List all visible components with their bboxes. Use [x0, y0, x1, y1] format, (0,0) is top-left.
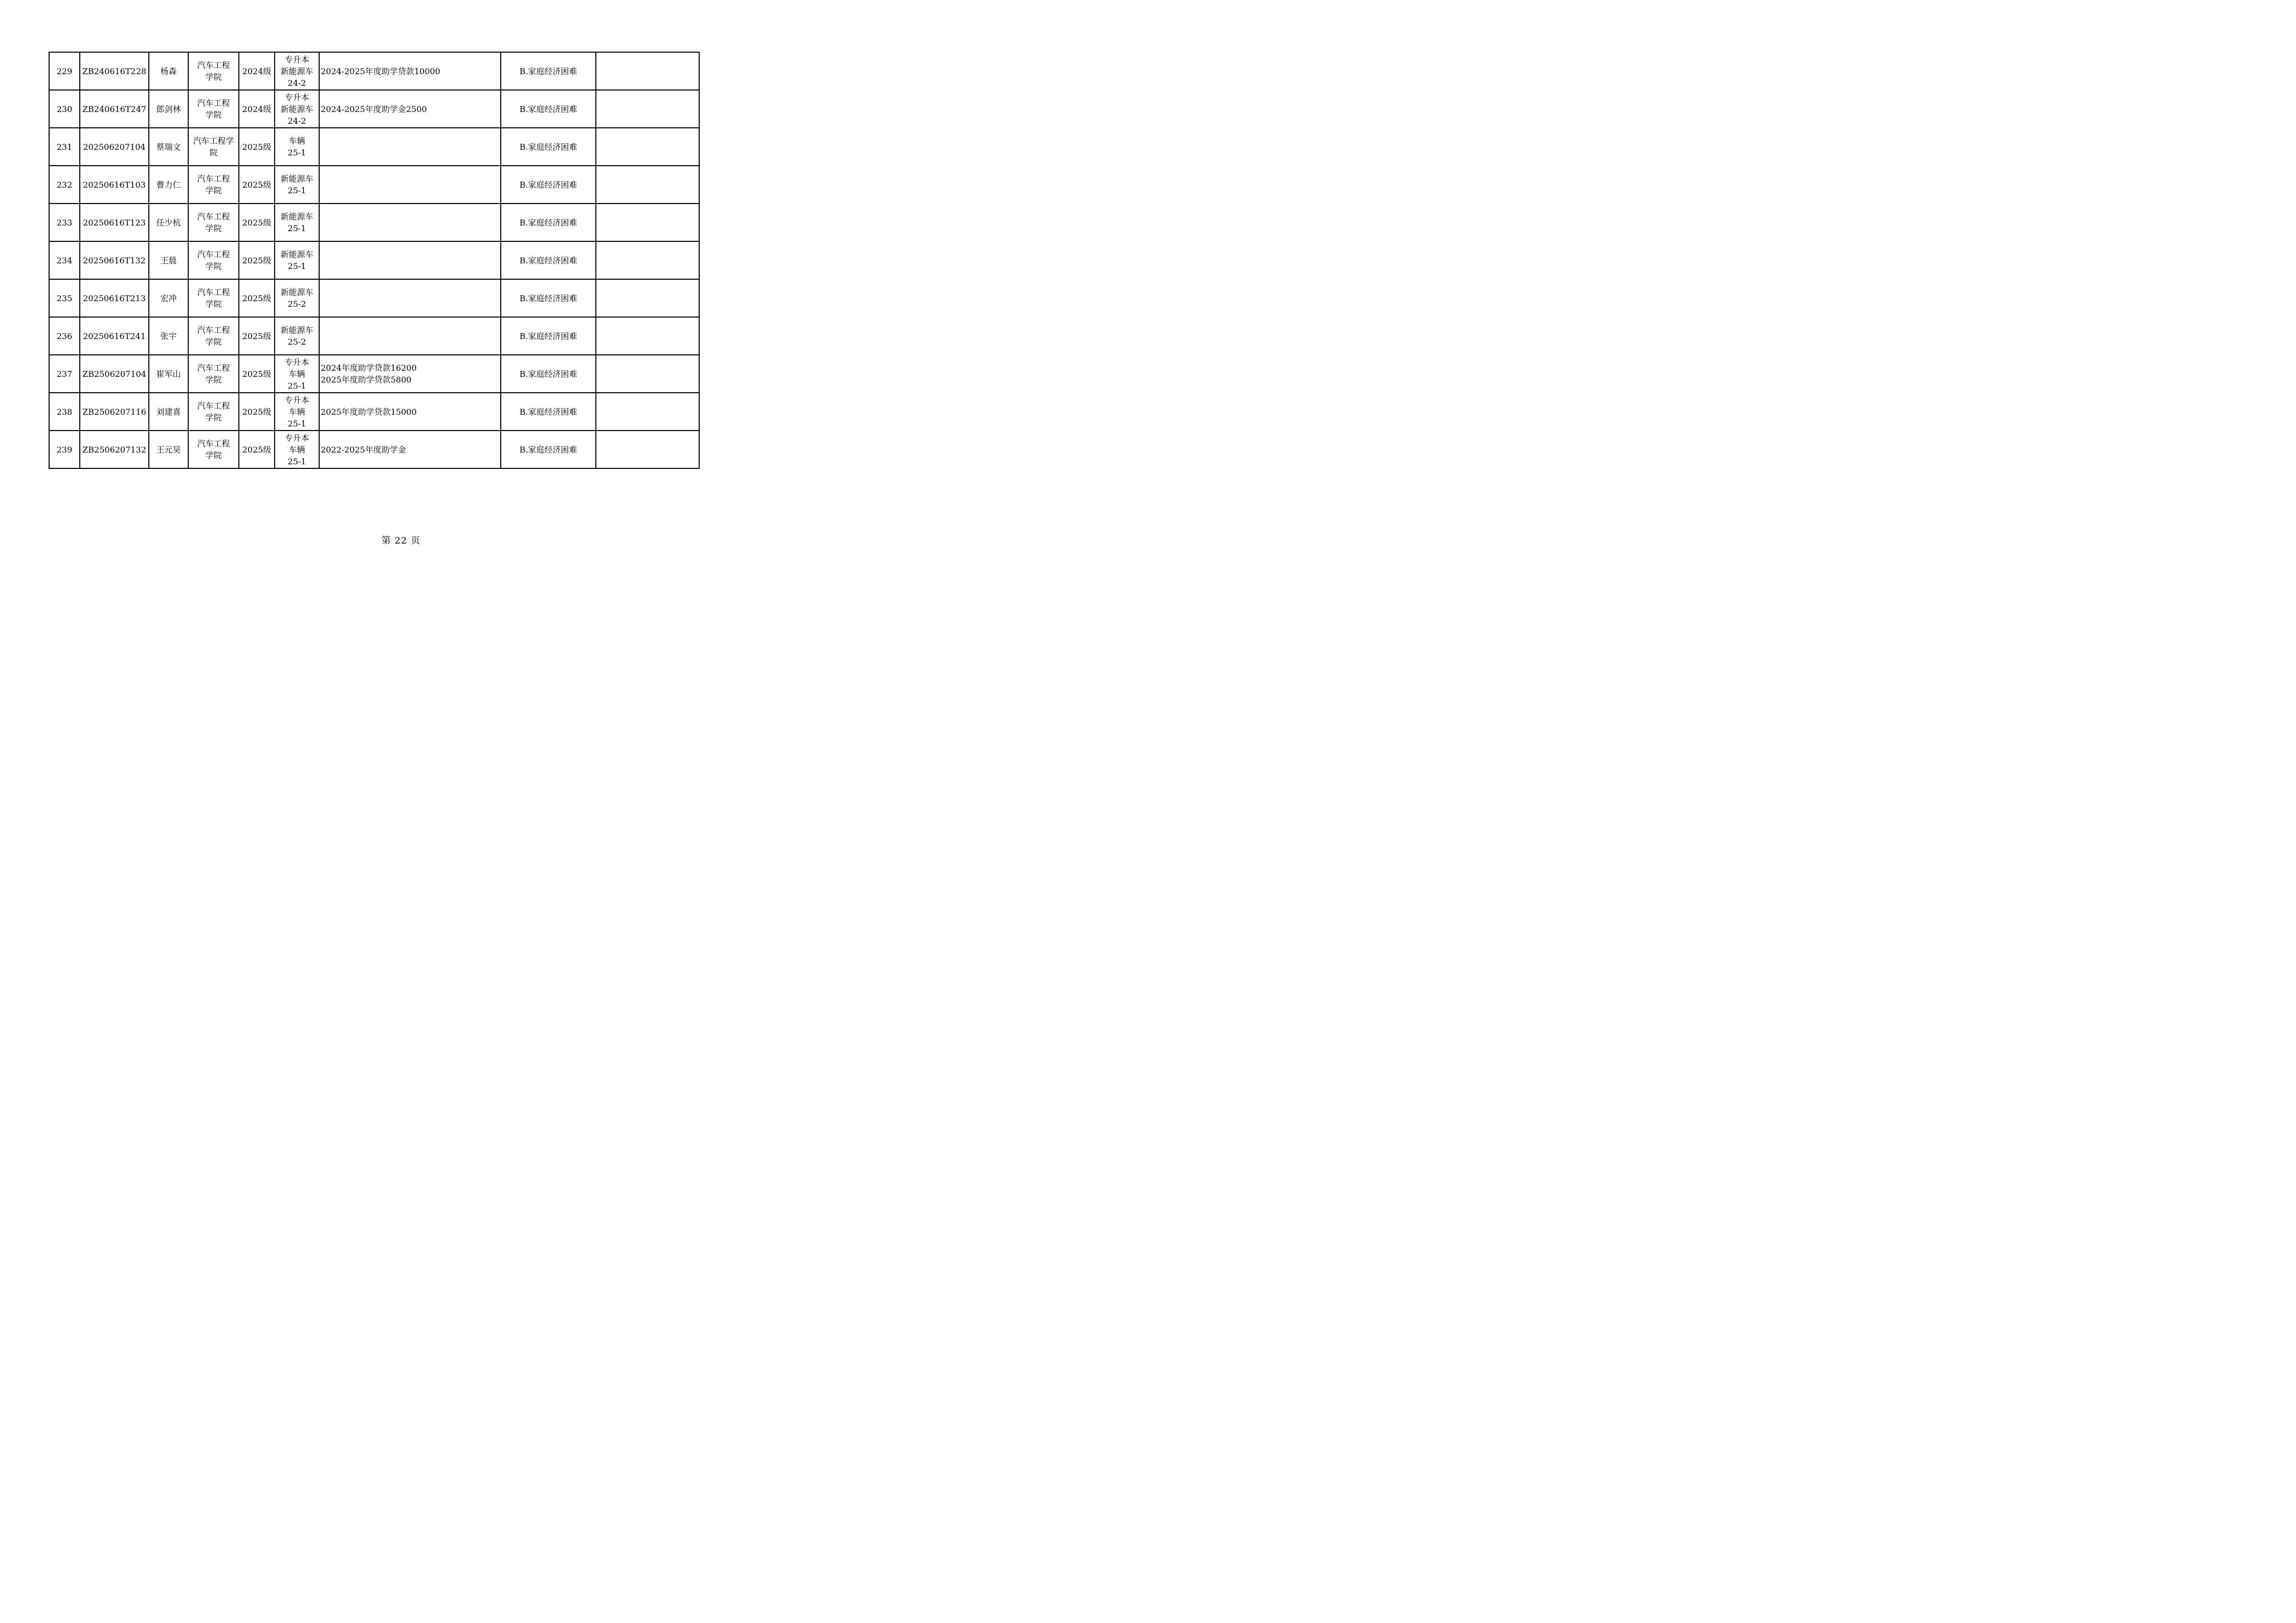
cell-class: 新能源车 25-2 [275, 317, 319, 355]
cell-student-id: 20250616T123 [80, 204, 149, 241]
cell-grade: 2025级 [239, 128, 275, 166]
cell-grade: 2025级 [239, 355, 275, 393]
cell-difficulty-category: B.家庭经济困难 [501, 204, 596, 241]
table-row [49, 279, 699, 317]
cell-grade: 2025级 [239, 204, 275, 241]
cell-student-id: ZB2506207116 [80, 393, 149, 431]
cell-college: 汽车工程 学院 [188, 52, 239, 90]
cell-student-name: 宏冲 [149, 279, 188, 317]
cell-student-name: 蔡瑞文 [149, 128, 188, 166]
cell-remark [596, 317, 699, 355]
cell-aid-history: 2025年度助学贷款15000 [319, 393, 501, 431]
table-row [49, 166, 699, 204]
cell-aid-history: 2024年度助学贷款16200 2025年度助学贷款5800 [319, 355, 501, 393]
cell-class: 专升本 车辆 25-1 [275, 393, 319, 431]
cell-class: 新能源车 25-1 [275, 241, 319, 279]
page-number: 第 22 页 [381, 535, 421, 546]
cell-difficulty-category: B.家庭经济困难 [501, 241, 596, 279]
cell-college: 汽车工程 学院 [188, 166, 239, 204]
cell-row-number: 233 [49, 204, 80, 241]
cell-student-id: 202506207104 [80, 128, 149, 166]
cell-row-number: 238 [49, 393, 80, 431]
table-row [49, 90, 699, 128]
cell-grade: 2025级 [239, 317, 275, 355]
cell-aid-history: 2024-2025年度助学金2500 [319, 90, 501, 128]
cell-class: 车辆 25-1 [275, 128, 319, 166]
cell-row-number: 229 [49, 52, 80, 90]
cell-student-name: 王元昊 [149, 431, 188, 468]
cell-class: 新能源车 25-1 [275, 166, 319, 204]
cell-difficulty-category: B.家庭经济困难 [501, 52, 596, 90]
cell-class: 新能源车 25-2 [275, 279, 319, 317]
cell-difficulty-category: B.家庭经济困难 [501, 128, 596, 166]
cell-aid-history: 2022-2025年度助学金 [319, 431, 501, 468]
cell-college: 汽车工程 学院 [188, 204, 239, 241]
cell-grade: 2025级 [239, 393, 275, 431]
table-row [49, 204, 699, 241]
cell-class: 专升本 新能源车 24-2 [275, 90, 319, 128]
table-row [49, 241, 699, 279]
cell-row-number: 235 [49, 279, 80, 317]
cell-remark [596, 90, 699, 128]
cell-college: 汽车工程 学院 [188, 355, 239, 393]
cell-college: 汽车工程 学院 [188, 241, 239, 279]
table-row [49, 393, 699, 431]
cell-student-name: 任少杭 [149, 204, 188, 241]
cell-aid-history [319, 279, 501, 317]
student-aid-table [49, 52, 700, 469]
table-row [49, 431, 699, 468]
cell-class: 专升本 车辆 25-1 [275, 431, 319, 468]
cell-student-id: ZB240616T247 [80, 90, 149, 128]
cell-student-name: 王晨 [149, 241, 188, 279]
cell-aid-history [319, 241, 501, 279]
cell-student-name: 张宇 [149, 317, 188, 355]
cell-student-id: 20250616T241 [80, 317, 149, 355]
cell-student-id: ZB2506207132 [80, 431, 149, 468]
cell-grade: 2025级 [239, 166, 275, 204]
table-row [49, 355, 699, 393]
cell-remark [596, 431, 699, 468]
cell-row-number: 236 [49, 317, 80, 355]
cell-grade: 2024级 [239, 90, 275, 128]
cell-aid-history [319, 204, 501, 241]
cell-aid-history [319, 166, 501, 204]
cell-college: 汽车工程 学院 [188, 90, 239, 128]
cell-class: 专升本 新能源车 24-2 [275, 52, 319, 90]
cell-difficulty-category: B.家庭经济困难 [501, 90, 596, 128]
cell-aid-history [319, 128, 501, 166]
cell-grade: 2025级 [239, 431, 275, 468]
cell-remark [596, 393, 699, 431]
cell-row-number: 230 [49, 90, 80, 128]
table-body [49, 52, 699, 468]
cell-grade: 2025级 [239, 241, 275, 279]
cell-student-id: ZB2506207104 [80, 355, 149, 393]
cell-student-name: 郎剑林 [149, 90, 188, 128]
cell-class: 新能源车 25-1 [275, 204, 319, 241]
cell-remark [596, 128, 699, 166]
cell-row-number: 239 [49, 431, 80, 468]
cell-college: 汽车工程学 院 [188, 128, 239, 166]
table-row [49, 52, 699, 90]
cell-student-name: 杨森 [149, 52, 188, 90]
cell-college: 汽车工程 学院 [188, 279, 239, 317]
cell-difficulty-category: B.家庭经济困难 [501, 279, 596, 317]
cell-remark [596, 279, 699, 317]
table-row [49, 317, 699, 355]
cell-row-number: 237 [49, 355, 80, 393]
table-row [49, 128, 699, 166]
cell-row-number: 232 [49, 166, 80, 204]
cell-student-name: 刘建喜 [149, 393, 188, 431]
cell-remark [596, 241, 699, 279]
cell-row-number: 234 [49, 241, 80, 279]
cell-student-name: 崔军山 [149, 355, 188, 393]
cell-remark [596, 204, 699, 241]
cell-student-name: 曹力仁 [149, 166, 188, 204]
cell-student-id: ZB240616T228 [80, 52, 149, 90]
cell-grade: 2025级 [239, 279, 275, 317]
cell-difficulty-category: B.家庭经济困难 [501, 317, 596, 355]
cell-grade: 2024级 [239, 52, 275, 90]
cell-student-id: 20250616T103 [80, 166, 149, 204]
cell-difficulty-category: B.家庭经济困难 [501, 431, 596, 468]
cell-student-id: 20250616T132 [80, 241, 149, 279]
cell-student-id: 20250616T213 [80, 279, 149, 317]
cell-college: 汽车工程 学院 [188, 317, 239, 355]
cell-difficulty-category: B.家庭经济困难 [501, 355, 596, 393]
cell-college: 汽车工程 学院 [188, 393, 239, 431]
cell-class: 专升本 车辆 25-1 [275, 355, 319, 393]
cell-college: 汽车工程 学院 [188, 431, 239, 468]
cell-remark [596, 355, 699, 393]
cell-remark [596, 52, 699, 90]
cell-aid-history: 2024-2025年度助学贷款10000 [319, 52, 501, 90]
cell-remark [596, 166, 699, 204]
cell-difficulty-category: B.家庭经济困难 [501, 166, 596, 204]
cell-aid-history [319, 317, 501, 355]
cell-difficulty-category: B.家庭经济困难 [501, 393, 596, 431]
cell-row-number: 231 [49, 128, 80, 166]
